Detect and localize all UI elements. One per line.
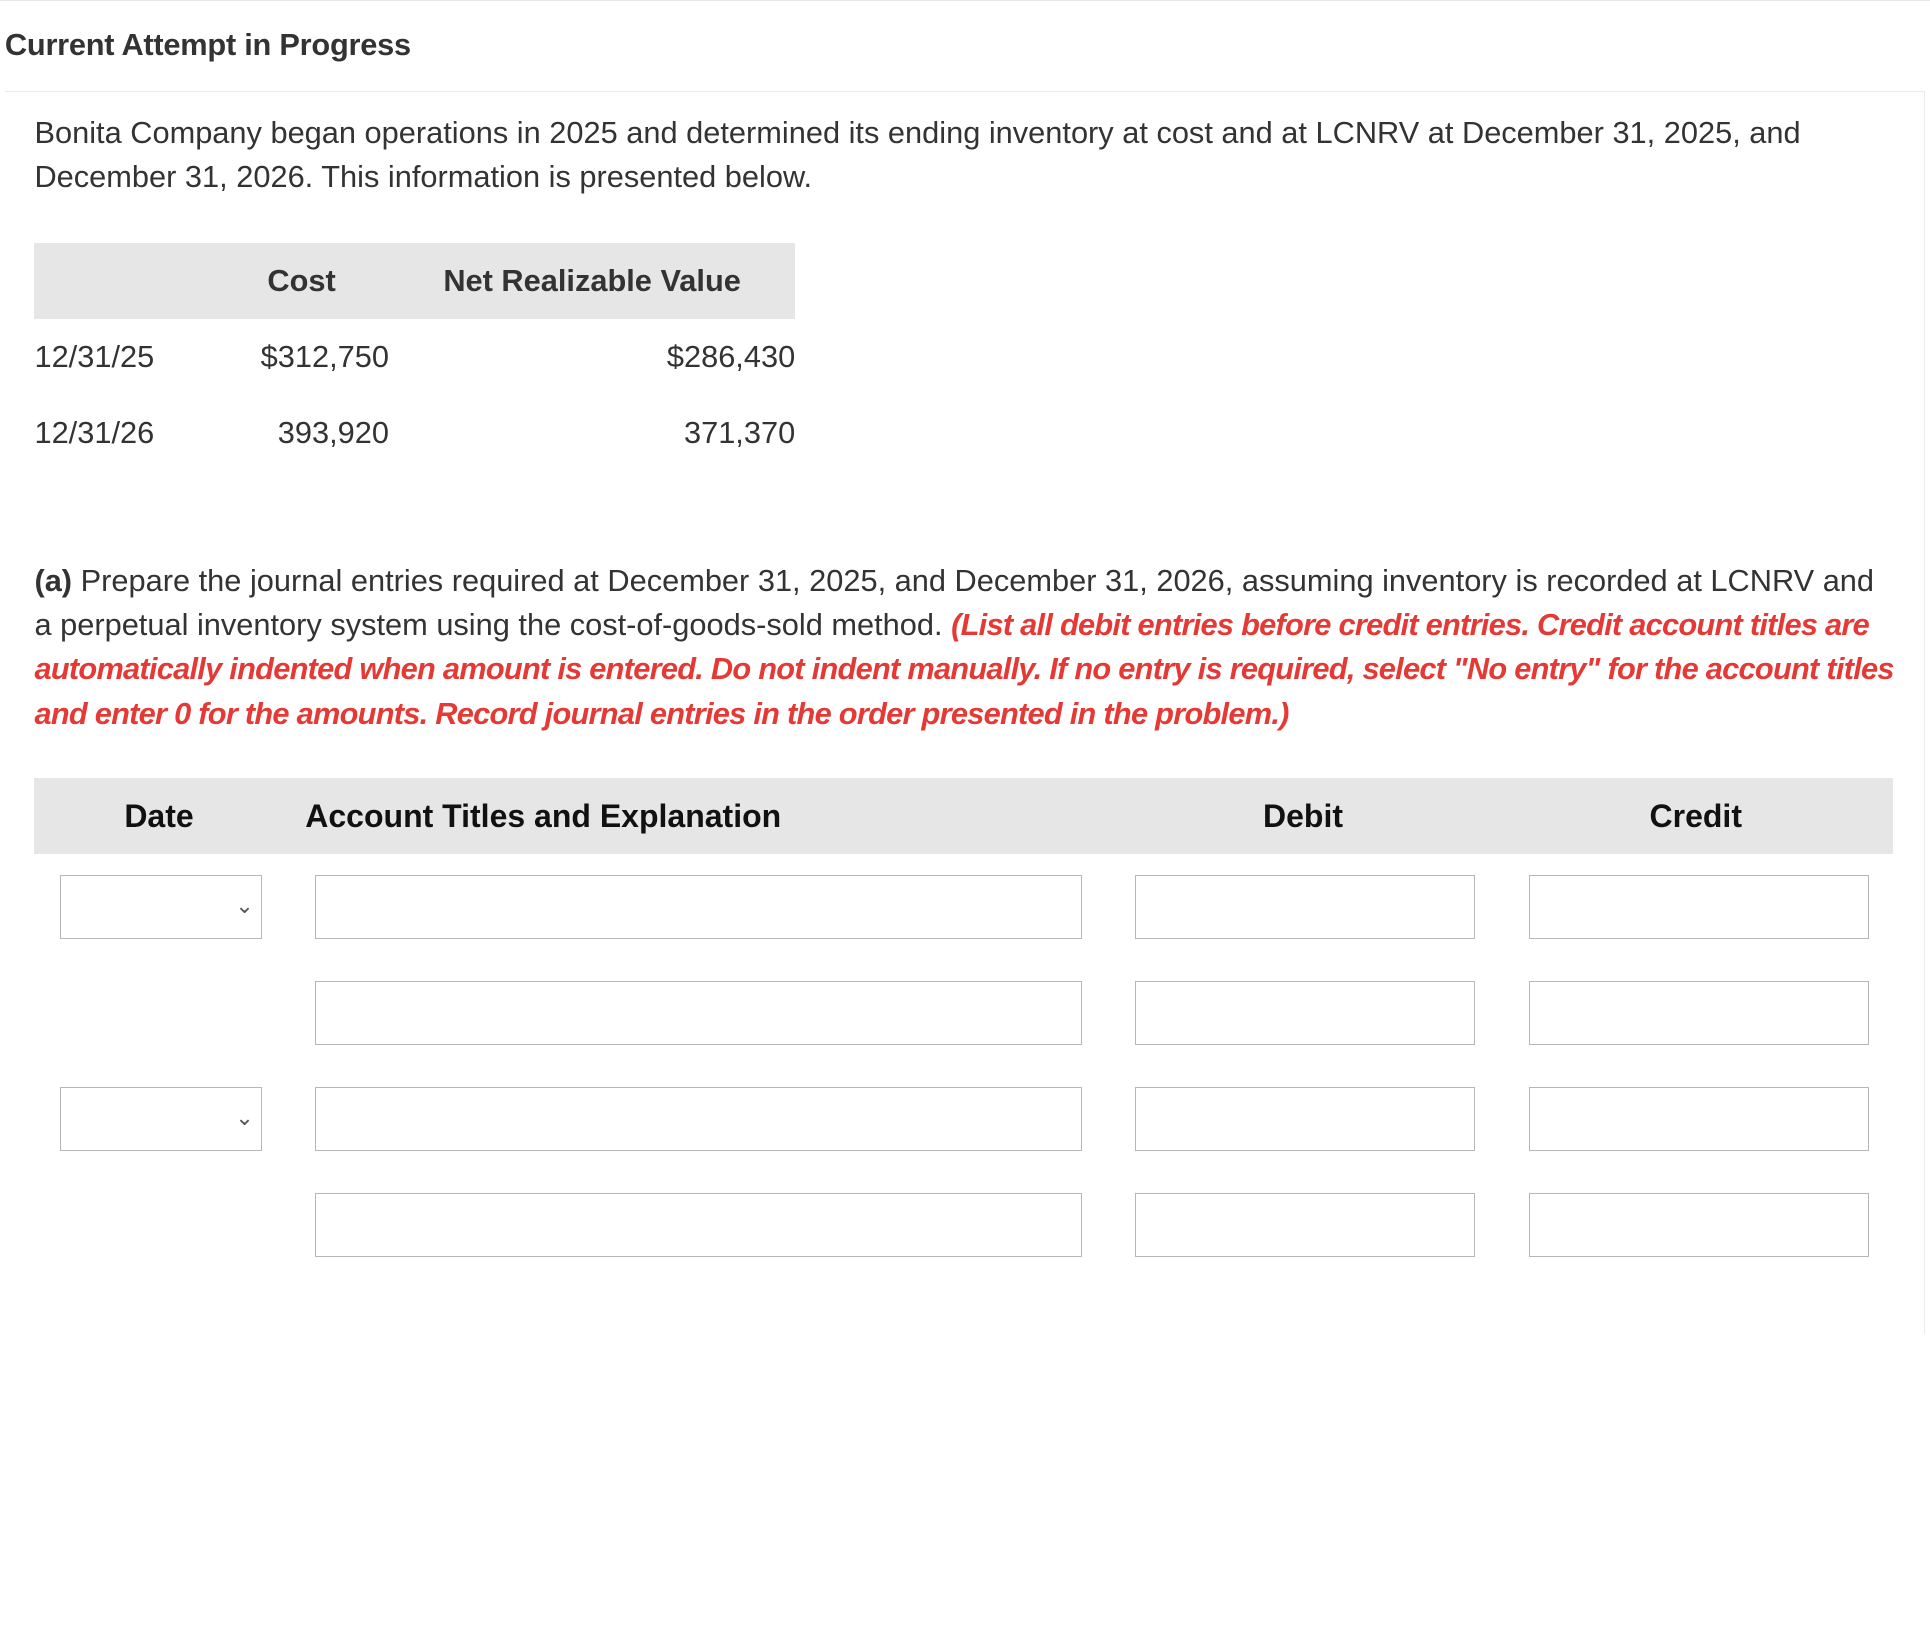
journal-header-account: Account Titles and Explanation <box>305 797 782 834</box>
debit-field[interactable] <box>1135 1193 1475 1257</box>
part-a-label: (a) <box>34 562 73 598</box>
account-title-field[interactable] <box>315 981 1082 1045</box>
part-a-instructions: (List all debit entries before credit entries. Credit account titles are automatically indented when amount is entered. Do not indent manually. If no entry is required, select "No entry" for the account titles and enter 0 for the amounts. Record journal entries in the order presented in the problem.) <box>34 607 1894 731</box>
header-divider <box>5 91 1925 92</box>
inventory-header-blank <box>34 243 214 319</box>
inventory-nrv: 371,370 <box>683 415 796 451</box>
date-select[interactable] <box>60 875 262 939</box>
part-a-prompt <box>34 559 1899 736</box>
chevron-down-icon: ⌄ <box>235 893 254 920</box>
debit-field[interactable] <box>1135 981 1475 1045</box>
inventory-table <box>34 243 795 472</box>
credit-field[interactable] <box>1529 1193 1869 1257</box>
debit-field[interactable] <box>1135 875 1475 939</box>
inventory-cost: $312,750 <box>260 338 389 374</box>
journal-header <box>34 778 1893 854</box>
table-row <box>34 319 795 395</box>
panel-border <box>1924 91 1925 1334</box>
problem-statement: Bonita Company began operations in 2025 and determined its ending inventory at cost and at LCNRV at December 31, 2025, and December 31, 2026. This information is presented below. <box>34 114 1801 195</box>
inventory-date: 12/31/26 <box>34 415 155 451</box>
inventory-nrv: $286,430 <box>666 338 796 374</box>
top-divider <box>0 0 1930 1</box>
credit-field[interactable] <box>1529 1087 1869 1151</box>
date-select[interactable] <box>60 1087 262 1151</box>
inventory-cost: 393,920 <box>277 415 389 451</box>
journal-header-date: Date <box>124 797 194 834</box>
account-title-field[interactable] <box>315 875 1082 939</box>
inventory-header-nrv: Net Realizable Value <box>389 243 795 319</box>
part-a-text: Prepare the journal entries required at December 31, 2025, and December 31, 2026, assuming inventory is recorded at LCNRV and a perpetual inventory system using the cost-of-goods-sold method. <box>34 562 1875 643</box>
table-row <box>34 395 795 471</box>
debit-field[interactable] <box>1135 1087 1475 1151</box>
chevron-down-icon: ⌄ <box>235 1105 254 1132</box>
inventory-table-header <box>34 243 795 319</box>
account-title-field[interactable] <box>315 1087 1082 1151</box>
inventory-date: 12/31/25 <box>34 338 155 374</box>
journal-header-debit: Debit <box>1262 797 1343 834</box>
inventory-header-cost: Cost <box>214 243 389 319</box>
journal-header-credit: Credit <box>1649 797 1742 834</box>
credit-field[interactable] <box>1529 875 1869 939</box>
attempt-title: Current Attempt in Progress <box>4 27 411 63</box>
credit-field[interactable] <box>1529 981 1869 1045</box>
account-title-field[interactable] <box>315 1193 1082 1257</box>
